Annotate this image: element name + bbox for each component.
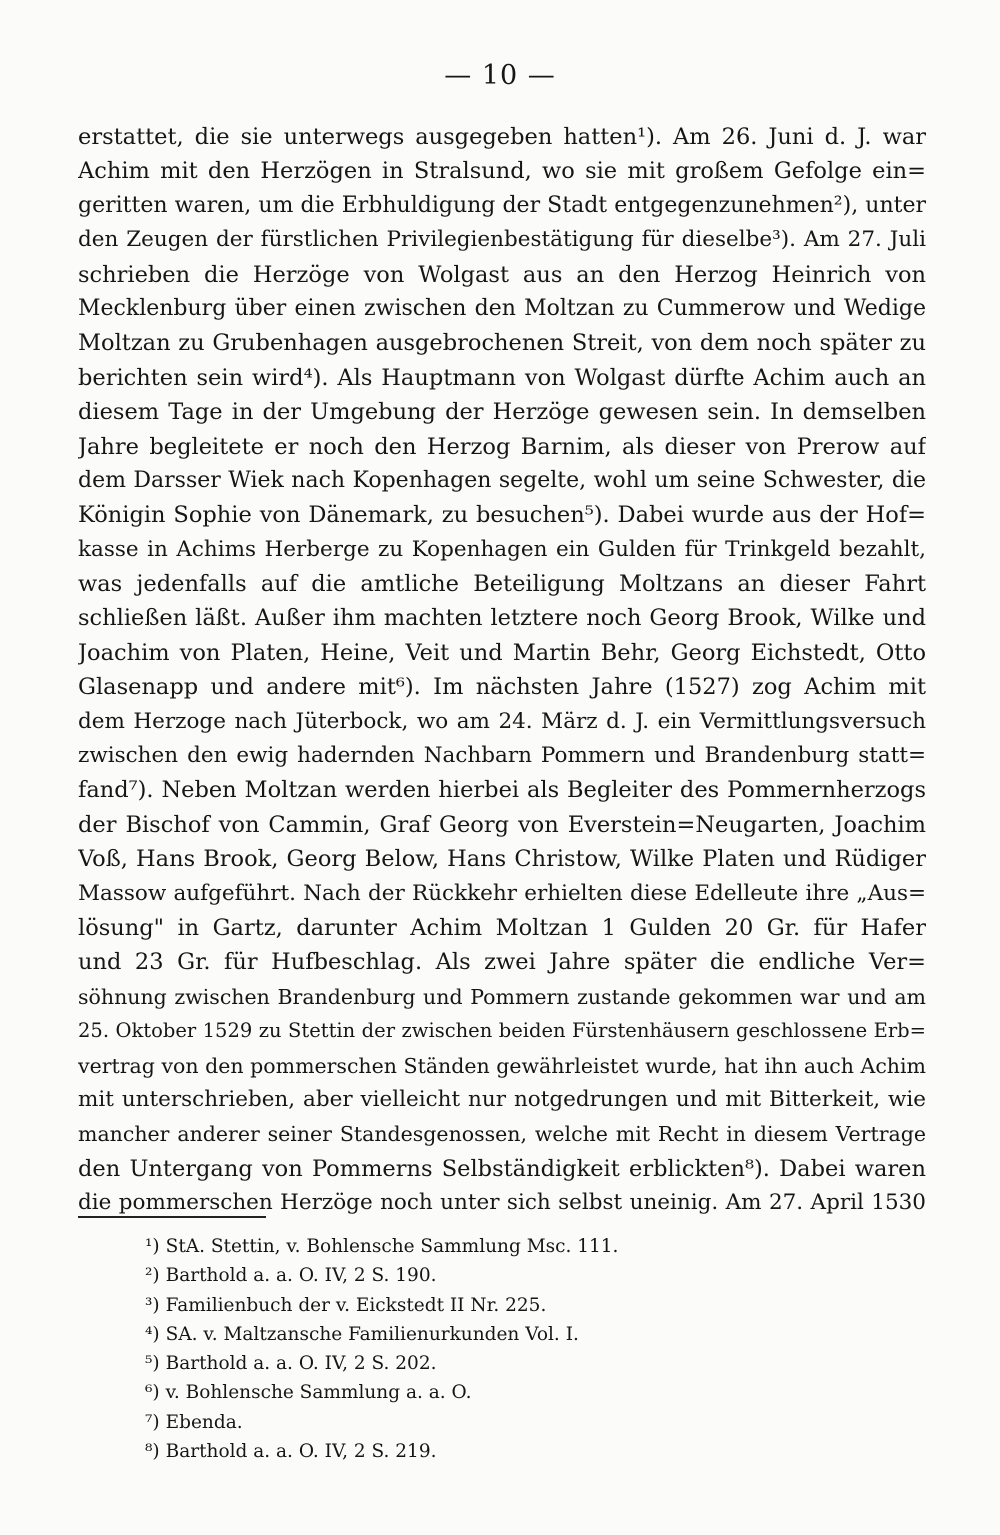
- text-line: schließen läßt. Außer ihm machten letztere noch Georg Brook, Wilke und: [78, 605, 926, 632]
- text-line: mancher anderer seiner Standesgenossen, welche mit Recht in diesem Vertrage: [78, 1122, 926, 1147]
- footnote: [145, 1320, 845, 1349]
- footnote-text: Ebenda.: [165, 1411, 243, 1433]
- footnotes: [145, 1232, 845, 1466]
- text-line: der Bischof von Cammin, Graf Georg von Everstein=Neugarten, Joachim: [78, 811, 926, 838]
- text-line: Achim mit den Herzögen in Stralsund, wo sie mit großem Gefolge ein=: [78, 158, 926, 185]
- footnote-mark: ⁷): [145, 1411, 160, 1433]
- footnote: [145, 1378, 845, 1407]
- footnote-divider: [78, 1216, 266, 1218]
- footnote-mark: ⁸): [145, 1441, 160, 1463]
- page-number: — 10 —: [444, 60, 556, 91]
- text-line: söhnung zwischen Brandenburg und Pommern zustande gekommen war und am: [78, 984, 926, 1009]
- footnote-mark: ²): [145, 1265, 160, 1287]
- footnote: [145, 1232, 845, 1261]
- text-line: Jahre begleitete er noch den Herzog Barnim, als dieser von Prerow auf: [78, 433, 926, 460]
- text-line: Moltzan zu Grubenhagen ausgebrochenen Streit, von dem noch später zu: [78, 330, 926, 357]
- footnote-text: Barthold a. a. O. IV, 2 S. 190.: [165, 1265, 437, 1287]
- text-line: die pommerschen Herzöge noch unter sich selbst uneinig. Am 27. April 1530: [78, 1190, 926, 1216]
- text-line: 25. Oktober 1529 zu Stettin der zwischen beiden Fürstenhäusern geschlossene Erb=: [78, 1019, 926, 1043]
- text-line: dem Darsser Wiek nach Kopenhagen segelte, wohl um seine Schwester, die: [78, 467, 926, 493]
- text-line: erstattet, die sie unterwegs ausgegeben hatten¹). Am 26. Juni d. J. war: [78, 124, 926, 150]
- footnote: [145, 1349, 845, 1378]
- text-line: den Zeugen der fürstlichen Privilegienbestätigung für dieselbe³). Am 27. Juli: [78, 227, 926, 253]
- footnote: [145, 1261, 845, 1290]
- text-line: und 23 Gr. für Hufbeschlag. Als zwei Jahre später die endliche Ver=: [78, 949, 926, 976]
- footnote-mark: ⁶): [145, 1382, 160, 1404]
- text-line: Mecklenburg über einen zwischen den Moltzan zu Cummerow und Wedige: [78, 295, 926, 321]
- text-line: vertrag von den pommerschen Ständen gewährleistet wurde, hat ihn auch Achim: [78, 1053, 926, 1078]
- text-line: dem Herzoge nach Jüterbock, wo am 24. März d. J. ein Vermittlungsversuch: [78, 708, 926, 734]
- body-text: [78, 120, 926, 1221]
- footnote-mark: ⁴): [145, 1323, 160, 1345]
- text-line: zwischen den ewig hadernden Nachbarn Pommern und Brandenburg statt=: [78, 743, 926, 769]
- footnote-mark: ¹): [145, 1236, 160, 1257]
- text-line: diesem Tage in der Umgebung der Herzöge gewesen sein. In demselben: [78, 399, 926, 426]
- text-line: Joachim von Platen, Heine, Veit und Martin Behr, Georg Eichstedt, Otto: [78, 639, 926, 666]
- footnote-text: Barthold a. a. O. IV, 2 S. 202.: [165, 1353, 437, 1375]
- footnote-mark: ³): [145, 1294, 160, 1316]
- text-line: Königin Sophie von Dänemark, zu besuchen⁵). Dabei wurde aus der Hof=: [78, 502, 926, 529]
- footnote-text: SA. v. Maltzansche Familienurkunden Vol. I.: [165, 1323, 579, 1345]
- footnote-text: StA. Stettin, v. Bohlensche Sammlung Msc. 111.: [165, 1236, 619, 1257]
- footnote-mark: ⁵): [145, 1353, 160, 1375]
- text-line: mit unterschrieben, aber vielleicht nur notgedrungen und mit Bitterkeit, wie: [78, 1086, 926, 1112]
- text-line: schrieben die Herzöge von Wolgast aus an den Herzog Heinrich von: [78, 261, 926, 288]
- footnote-text: v. Bohlensche Sammlung a. a. O.: [165, 1382, 472, 1404]
- footnote: [145, 1291, 845, 1320]
- text-line: lösung" in Gartz, darunter Achim Moltzan 1 Gulden 20 Gr. für Hafer: [78, 914, 926, 941]
- footnote-text: Barthold a. a. O. IV, 2 S. 219.: [165, 1441, 437, 1463]
- footnote: [145, 1437, 845, 1466]
- text-line: was jedenfalls auf die amtliche Beteiligung Moltzans an dieser Fahrt: [78, 571, 926, 598]
- text-line: fand⁷). Neben Moltzan werden hierbei als Begleiter des Pommernherzogs: [78, 777, 926, 804]
- text-line: berichten sein wird⁴). Als Hauptmann von Wolgast dürfte Achim auch an: [78, 364, 926, 391]
- text-line: kasse in Achims Herberge zu Kopenhagen ein Gulden für Trinkgeld bezahlt,: [78, 536, 926, 562]
- footnote: [145, 1408, 845, 1437]
- text-line: Voß, Hans Brook, Georg Below, Hans Christow, Wilke Platen und Rüdiger: [78, 846, 926, 873]
- text-line: Massow aufgeführt. Nach der Rückkehr erhielten diese Edelleute ihre „Aus=: [78, 880, 926, 906]
- footnote-text: Familienbuch der v. Eickstedt II Nr. 225.: [165, 1294, 547, 1316]
- text-line: den Untergang von Pommerns Selbständigkeit erblickten⁸). Dabei waren: [78, 1155, 926, 1182]
- text-line: Glasenapp und andere mit⁶). Im nächsten Jahre (1527) zog Achim mit: [78, 674, 926, 701]
- text-line: geritten waren, um die Erbhuldigung der Stadt entgegenzunehmen²), unter: [78, 192, 926, 218]
